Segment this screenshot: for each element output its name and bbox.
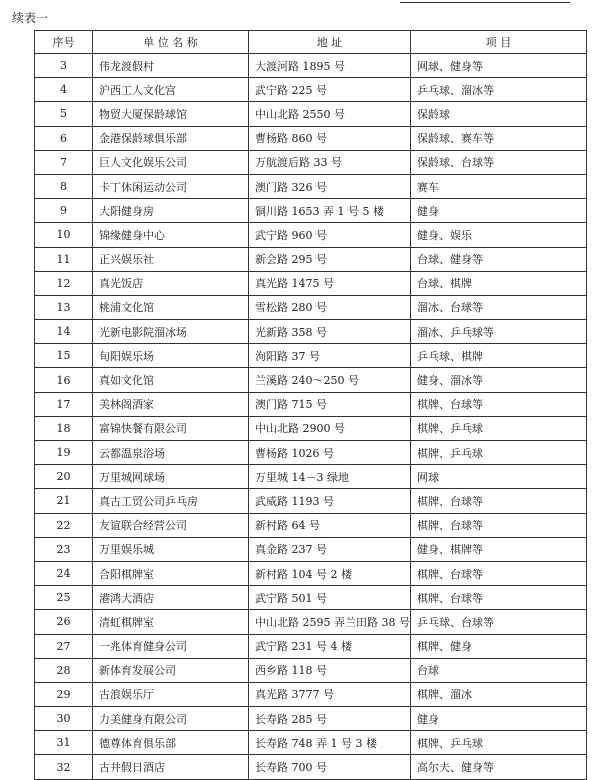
table-row <box>35 247 587 271</box>
items: 高尔夫、健身等 <box>411 755 587 779</box>
address: 洵阳路 37 号 <box>249 344 411 368</box>
address: 铜川路 1653 弄 1 号 5 楼 <box>249 199 411 223</box>
row-index: 3 <box>35 54 93 78</box>
table-caption: 续表一 <box>12 11 49 25</box>
unit-name: 万里娱乐城 <box>93 537 249 561</box>
table-row <box>35 199 587 223</box>
row-index: 15 <box>35 344 93 368</box>
items: 保龄球、赛车等 <box>411 126 587 150</box>
row-index: 28 <box>35 658 93 682</box>
address: 新会路 295 号 <box>249 247 411 271</box>
table-row <box>35 755 587 779</box>
unit-name: 云都温泉浴场 <box>93 441 249 465</box>
address: 大渡河路 1895 号 <box>249 54 411 78</box>
address: 武宁路 231 号 4 楼 <box>249 634 411 658</box>
header-items: 项 目 <box>411 31 587 54</box>
unit-name: 锦缘健身中心 <box>93 223 249 247</box>
unit-name: 物贸大厦保龄球馆 <box>93 102 249 126</box>
unit-name: 港鸿大酒店 <box>93 586 249 610</box>
table-row <box>35 682 587 706</box>
top-rule <box>400 2 570 3</box>
address: 武宁路 960 号 <box>249 223 411 247</box>
row-index: 5 <box>35 102 93 126</box>
header-address: 地 址 <box>249 31 411 54</box>
unit-name: 真如文化馆 <box>93 368 249 392</box>
unit-name: 沪西工人文化宫 <box>93 78 249 102</box>
unit-name: 清虹棋牌室 <box>93 610 249 634</box>
items: 棋牌、台球等 <box>411 392 587 416</box>
address: 中山北路 2900 号 <box>249 416 411 440</box>
address: 光新路 358 号 <box>249 320 411 344</box>
header-unit-name: 单 位 名 称 <box>93 31 249 54</box>
row-index: 22 <box>35 513 93 537</box>
address: 新村路 64 号 <box>249 513 411 537</box>
items: 台球、健身等 <box>411 247 587 271</box>
row-index: 9 <box>35 199 93 223</box>
items: 棋牌、健身 <box>411 634 587 658</box>
items: 台球、棋牌 <box>411 271 587 295</box>
items: 棋牌、乒乓球 <box>411 731 587 755</box>
table-row <box>35 392 587 416</box>
table-row <box>35 561 587 585</box>
unit-name: 德尊体育俱乐部 <box>93 731 249 755</box>
address: 长寿路 748 弄 1 号 3 楼 <box>249 731 411 755</box>
unit-name: 力美健身有限公司 <box>93 707 249 731</box>
address: 武宁路 225 号 <box>249 78 411 102</box>
row-index: 30 <box>35 707 93 731</box>
row-index: 24 <box>35 561 93 585</box>
row-index: 4 <box>35 78 93 102</box>
items: 棋牌、溜冰 <box>411 682 587 706</box>
table-row <box>35 634 587 658</box>
address: 真金路 237 号 <box>249 537 411 561</box>
items: 保龄球 <box>411 102 587 126</box>
row-index: 11 <box>35 247 93 271</box>
header-row <box>35 31 587 54</box>
items: 乒乓球、溜冰等 <box>411 78 587 102</box>
row-index: 25 <box>35 586 93 610</box>
unit-name: 合阳棋牌室 <box>93 561 249 585</box>
unit-name: 友谊联合经营公司 <box>93 513 249 537</box>
address: 西乡路 118 号 <box>249 658 411 682</box>
row-index: 10 <box>35 223 93 247</box>
items: 健身 <box>411 707 587 731</box>
table-row <box>35 271 587 295</box>
address: 武宁路 501 号 <box>249 586 411 610</box>
table-row <box>35 344 587 368</box>
row-index: 23 <box>35 537 93 561</box>
row-index: 17 <box>35 392 93 416</box>
unit-name: 古浪娱乐厅 <box>93 682 249 706</box>
row-index: 26 <box>35 610 93 634</box>
unit-name: 富锦快餐有限公司 <box>93 416 249 440</box>
table-row <box>35 368 587 392</box>
items: 棋牌、台球等 <box>411 513 587 537</box>
unit-name: 古井假日酒店 <box>93 755 249 779</box>
items: 棋牌、台球等 <box>411 561 587 585</box>
address: 澳门路 715 号 <box>249 392 411 416</box>
items: 健身、溜冰等 <box>411 368 587 392</box>
row-index: 29 <box>35 682 93 706</box>
table-row <box>35 610 587 634</box>
address: 武威路 1193 号 <box>249 489 411 513</box>
row-index: 18 <box>35 416 93 440</box>
address: 长寿路 285 号 <box>249 707 411 731</box>
items: 乒乓球、台球等 <box>411 610 587 634</box>
unit-name: 旬阳娱乐场 <box>93 344 249 368</box>
address: 兰溪路 240～250 号 <box>249 368 411 392</box>
row-index: 16 <box>35 368 93 392</box>
table-row <box>35 223 587 247</box>
table-row <box>35 126 587 150</box>
items: 健身 <box>411 199 587 223</box>
unit-name: 桃浦文化馆 <box>93 295 249 319</box>
address: 长寿路 700 号 <box>249 755 411 779</box>
items: 网球、健身等 <box>411 54 587 78</box>
row-index: 12 <box>35 271 93 295</box>
unit-name: 光新电影院溜冰场 <box>93 320 249 344</box>
unit-name: 伟龙渡假村 <box>93 54 249 78</box>
table-row <box>35 658 587 682</box>
row-index: 21 <box>35 489 93 513</box>
address: 真光路 1475 号 <box>249 271 411 295</box>
unit-name: 正兴娱乐社 <box>93 247 249 271</box>
items: 棋牌、台球等 <box>411 586 587 610</box>
table-row <box>35 416 587 440</box>
table-row <box>35 707 587 731</box>
address: 澳门路 326 号 <box>249 174 411 198</box>
table-row <box>35 465 587 489</box>
venue-table <box>34 30 587 780</box>
unit-name: 美林阁酒家 <box>93 392 249 416</box>
table-row <box>35 295 587 319</box>
table-row <box>35 731 587 755</box>
unit-name: 万里城网球场 <box>93 465 249 489</box>
address: 雪松路 280 号 <box>249 295 411 319</box>
items: 赛车 <box>411 174 587 198</box>
unit-name: 卡丁休闲运动公司 <box>93 174 249 198</box>
items: 网球 <box>411 465 587 489</box>
table-row <box>35 78 587 102</box>
address: 曹杨路 1026 号 <box>249 441 411 465</box>
unit-name: 巨人文化娱乐公司 <box>93 150 249 174</box>
table-row <box>35 489 587 513</box>
row-index: 13 <box>35 295 93 319</box>
header-index: 序号 <box>35 31 93 54</box>
items: 健身、棋牌等 <box>411 537 587 561</box>
items: 台球 <box>411 658 587 682</box>
row-index: 6 <box>35 126 93 150</box>
address: 曹杨路 860 号 <box>249 126 411 150</box>
table-row <box>35 174 587 198</box>
unit-name: 金港保龄球俱乐部 <box>93 126 249 150</box>
unit-name: 一兆体育健身公司 <box>93 634 249 658</box>
table-row <box>35 102 587 126</box>
items: 溜冰、台球等 <box>411 295 587 319</box>
table-row <box>35 537 587 561</box>
address: 万航渡后路 33 号 <box>249 150 411 174</box>
items: 乒乓球、棋牌 <box>411 344 587 368</box>
items: 棋牌、台球等 <box>411 489 587 513</box>
row-index: 20 <box>35 465 93 489</box>
row-index: 8 <box>35 174 93 198</box>
table-row <box>35 150 587 174</box>
table-row <box>35 54 587 78</box>
unit-name: 真古工贸公司乒乓房 <box>93 489 249 513</box>
row-index: 19 <box>35 441 93 465</box>
row-index: 32 <box>35 755 93 779</box>
items: 溜冰、乒乓球等 <box>411 320 587 344</box>
row-index: 31 <box>35 731 93 755</box>
items: 保龄球、台球等 <box>411 150 587 174</box>
row-index: 14 <box>35 320 93 344</box>
address: 真光路 3777 号 <box>249 682 411 706</box>
row-index: 27 <box>35 634 93 658</box>
unit-name: 真光饭店 <box>93 271 249 295</box>
address: 万里城 14－3 绿地 <box>249 465 411 489</box>
table-row <box>35 586 587 610</box>
items: 健身、娱乐 <box>411 223 587 247</box>
items: 棋牌、乒乓球 <box>411 416 587 440</box>
address: 新村路 104 号 2 楼 <box>249 561 411 585</box>
table-row <box>35 441 587 465</box>
address: 中山北路 2595 弄兰田路 38 号 <box>249 610 411 634</box>
unit-name: 新体育发展公司 <box>93 658 249 682</box>
table-row <box>35 513 587 537</box>
table-row <box>35 320 587 344</box>
address: 中山北路 2550 号 <box>249 102 411 126</box>
unit-name: 大阳健身房 <box>93 199 249 223</box>
items: 棋牌、乒乓球 <box>411 441 587 465</box>
row-index: 7 <box>35 150 93 174</box>
